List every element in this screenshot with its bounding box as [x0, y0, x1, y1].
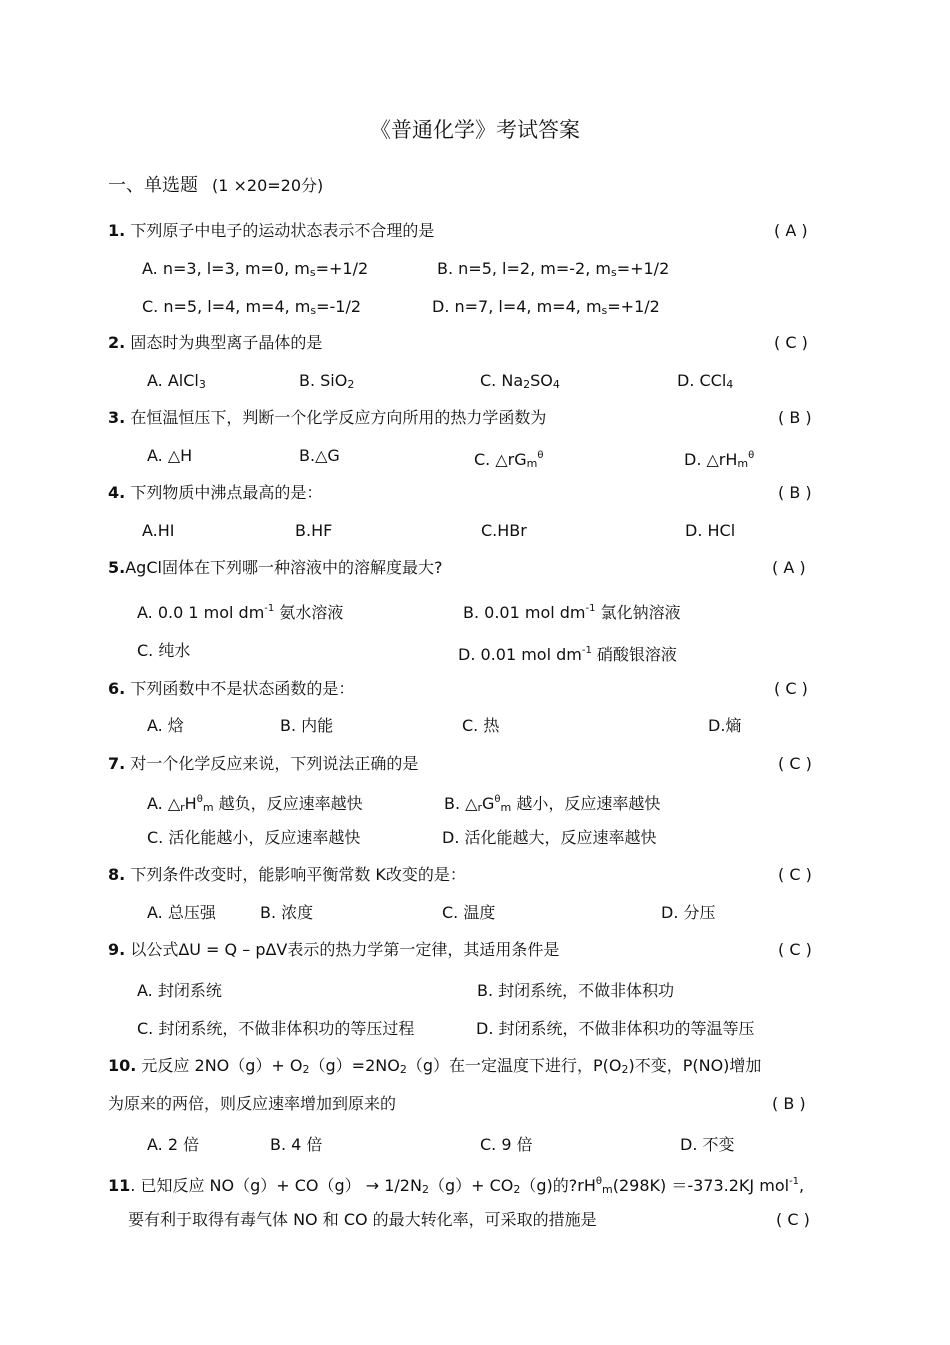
q5-option-a: A. 0.0 1 mol $dm^{-1}$ 氨水溶液	[137, 603, 344, 622]
question-3-stem: 3. 在恒温恒压下，判断一个化学反应方向所用的热力学函数为	[108, 408, 547, 427]
question-4-answer: ( B )	[778, 483, 812, 502]
q10-option-a: A. 2 倍	[147, 1135, 200, 1154]
q4-option-b: B.HF	[295, 521, 333, 540]
question-1-stem	[108, 221, 434, 241]
q7-option-a: A. $\triangle rH^\theta m$ 越负，反应速率越快	[147, 794, 363, 814]
question-4-stem: 4. 下列物质中沸点最高的是：	[108, 483, 323, 502]
question-8-stem: 8. 下列条件改变时，能影响平衡常数 K改变的是：	[108, 865, 466, 884]
q1-option-c: C. n=5, l=4, m=4, ms=-1/2	[142, 297, 362, 317]
q7-option-b: B. $\triangle rG^\theta m$ 越小，反应速率越快	[444, 794, 661, 814]
question-7-stem: 7. 对一个化学反应来说，下列说法正确的是	[108, 754, 419, 773]
q5-option-c: C. 纯水	[137, 641, 191, 660]
section-title: 一、单选题	[108, 175, 198, 196]
q8-option-d: D. 分压	[661, 903, 716, 922]
question-5-stem: 5.AgCl固体在下列哪一种溶液中的溶解度最大?	[108, 558, 443, 577]
q7-option-c: C. 活化能越小，反应速率越快	[147, 828, 361, 847]
q1-option-b: B. n=5, l=2, m=-2, ms=+1/2	[437, 259, 670, 279]
question-6-stem: 6. 下列函数中不是状态函数的是：	[108, 679, 355, 698]
question-5-answer: ( A )	[772, 558, 806, 577]
q6-option-a: A. 焓	[147, 716, 184, 735]
q10-option-d: D. 不变	[680, 1135, 735, 1154]
question-number: 1.	[108, 221, 126, 240]
question-11-stem: 11. 已知反应 NO（g）+ CO（g） → 1/2N2（g）+ CO2（g)的$?rH^\theta m(298K) =-373.2KJ$ mol$^{-1}$,	[108, 1176, 805, 1196]
q4-option-d: D. HCl	[685, 521, 736, 540]
q8-option-c: C. 温度	[442, 903, 496, 922]
page-title: 《普通化学》考试答案	[370, 118, 580, 142]
question-11-answer: ( C )	[776, 1210, 810, 1229]
q10-option-c: C. 9 倍	[480, 1135, 533, 1154]
q1-option-a: A. n=3, l=3, m=0, ms=+1/2	[142, 259, 369, 279]
question-8-answer: ( C )	[778, 865, 812, 884]
question-text: 下列原子中电子的运动状态表示不合理的是	[130, 221, 435, 240]
q10-option-b: B. 4 倍	[270, 1135, 323, 1154]
question-1-answer: ( A )	[774, 221, 808, 240]
q3-option-c: C. △rGm$^\theta$	[474, 450, 544, 470]
q8-option-b: B. 浓度	[260, 903, 314, 922]
section-heading	[108, 176, 323, 196]
q5-option-b: B. 0.01 mol $dm^{-1}$ 氯化钠溶液	[463, 603, 681, 622]
q6-option-b: B. 内能	[280, 716, 334, 735]
q3-option-d: D. △rHm$^\theta$	[684, 450, 755, 470]
q4-option-c: C.HBr	[481, 521, 527, 540]
question-10-answer: ( B )	[772, 1094, 806, 1113]
q3-option-a: A. △H	[147, 446, 193, 465]
question-10-stem-line2: 为原来的两倍，则反应速率增加到原来的	[108, 1094, 397, 1113]
q9-option-c: C. 封闭系统，不做非体积功的等压过程	[137, 1019, 415, 1038]
q9-option-a: A. 封闭系统	[137, 981, 222, 1000]
q1-option-d: D. n=7, l=4, m=4, ms=+1/2	[432, 297, 660, 317]
question-9-stem: 9. 以公式ΔU = Q – pΔV表示的热力学第一定律，其适用条件是	[108, 940, 560, 959]
question-2-answer: ( C )	[774, 333, 808, 352]
question-6-answer: ( C )	[774, 679, 808, 698]
q2-option-c: C. Na2SO4	[480, 371, 560, 391]
question-3-answer: ( B )	[778, 408, 812, 427]
q2-option-a: A. AlCl3	[147, 371, 206, 391]
q9-option-b: B. 封闭系统，不做非体积功	[477, 981, 675, 1000]
q3-option-b: B.△G	[299, 446, 340, 465]
section-points: (1 ×20=20分)	[212, 176, 324, 195]
question-10-stem: 10. 元反应 2NO（g）+ O2（g）=2NO2（g）在一定温度下进行，P(O2)不变，P(NO)增加	[108, 1056, 762, 1076]
q6-option-c: C. 热	[462, 716, 500, 735]
question-11-stem-line2: 要有利于取得有毒气体 NO 和 CO 的最大转化率，可采取的措施是	[128, 1210, 597, 1229]
q4-option-a: A.HI	[142, 521, 175, 540]
q2-option-d: D. CCl4	[677, 371, 734, 391]
question-9-answer: ( C )	[778, 940, 812, 959]
q8-option-a: A. 总压强	[147, 903, 216, 922]
q6-option-d: D.熵	[708, 716, 742, 735]
question-7-answer: ( C )	[778, 754, 812, 773]
q9-option-d: D. 封闭系统，不做非体积功的等温等压	[476, 1019, 755, 1038]
question-2-stem: 2. 固态时为典型离子晶体的是	[108, 333, 323, 352]
q5-option-d: D. 0.01 mol $dm^{-1}$ 硝酸银溶液	[458, 645, 677, 664]
q7-option-d: D. 活化能越大，反应速率越快	[442, 828, 657, 847]
q2-option-b: B. SiO2	[299, 371, 355, 391]
